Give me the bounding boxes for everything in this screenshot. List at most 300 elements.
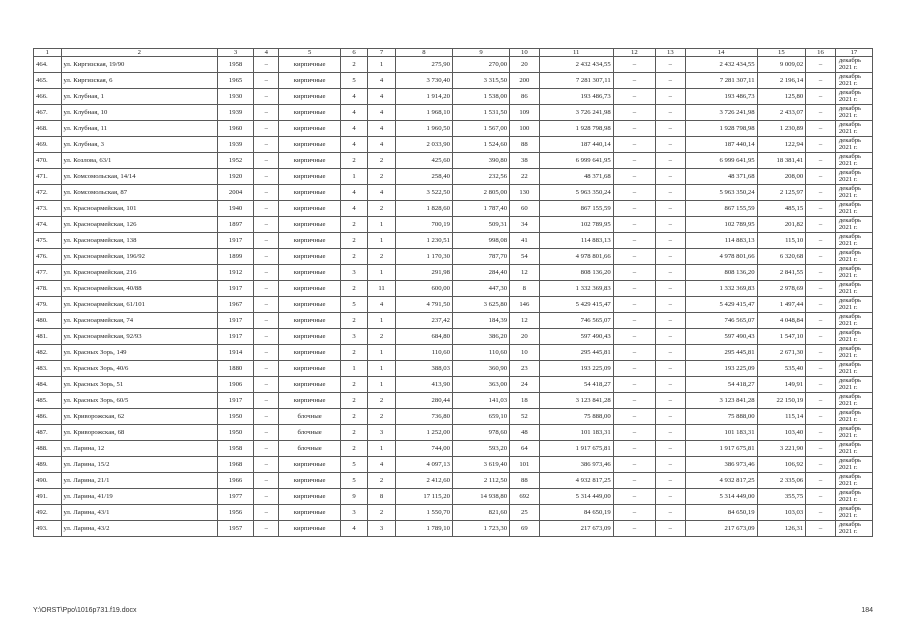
table-cell: 20 [510, 329, 540, 345]
table-cell: – [254, 409, 279, 425]
table-cell: 149,91 [757, 377, 806, 393]
table-cell: 481. [34, 329, 62, 345]
table-cell: 1965 [218, 73, 254, 89]
table-cell: 25 [510, 505, 540, 521]
table-cell: 787,70 [452, 249, 509, 265]
table-cell: 48 371,68 [539, 169, 613, 185]
table-cell: 425,60 [395, 153, 452, 169]
table-cell: – [613, 281, 655, 297]
table-cell: – [254, 233, 279, 249]
table-cell: 482. [34, 345, 62, 361]
table-cell: 5 [340, 473, 368, 489]
table-cell: – [806, 361, 836, 377]
table-cell: 1 [368, 265, 396, 281]
table-cell: 464. [34, 57, 62, 73]
table-cell: декабрь 2021 г. [835, 329, 872, 345]
table-cell: 659,10 [452, 409, 509, 425]
table-cell: 258,40 [395, 169, 452, 185]
table-cell: 1 [368, 441, 396, 457]
table-cell: ул. Ларина, 21/1 [61, 473, 218, 489]
table-cell: кирпичные [279, 297, 340, 313]
table-cell: 2 [368, 409, 396, 425]
table-cell: 491. [34, 489, 62, 505]
table-cell: ул. Красноармейская, 196/92 [61, 249, 218, 265]
table-cell: 3 [340, 505, 368, 521]
table-cell: – [806, 105, 836, 121]
table-row [34, 265, 873, 281]
table-cell: декабрь 2021 г. [835, 281, 872, 297]
table-cell: 1950 [218, 425, 254, 441]
table-cell: 744,00 [395, 441, 452, 457]
table-cell: – [613, 89, 655, 105]
table-row [34, 457, 873, 473]
table-cell: – [613, 121, 655, 137]
table-row [34, 185, 873, 201]
table-cell: – [656, 169, 686, 185]
table-cell: 600,00 [395, 281, 452, 297]
table-cell: 1 917 675,81 [539, 441, 613, 457]
table-row [34, 217, 873, 233]
table-cell: 2 [368, 249, 396, 265]
table-cell: 2 433,07 [757, 105, 806, 121]
table-cell: кирпичные [279, 505, 340, 521]
table-cell: 492. [34, 505, 62, 521]
table-cell: – [613, 457, 655, 473]
table-cell: 3 726 241,98 [685, 105, 757, 121]
table-cell: 4 [368, 297, 396, 313]
table-cell: 3 [368, 425, 396, 441]
table-cell: 4 [340, 89, 368, 105]
table-cell: ул. Ларина, 15/2 [61, 457, 218, 473]
table-cell: 109 [510, 105, 540, 121]
table-cell: 5 429 415,47 [539, 297, 613, 313]
table-cell: – [656, 425, 686, 441]
table-cell: ул. Киргизская, 6 [61, 73, 218, 89]
table-cell: 4 [340, 521, 368, 537]
table-cell: 6 999 641,95 [685, 153, 757, 169]
table-cell: – [254, 473, 279, 489]
table-cell: 101 183,31 [539, 425, 613, 441]
table-cell: 4 [340, 105, 368, 121]
table-cell: 1 723,30 [452, 521, 509, 537]
table-cell: 7 281 307,11 [685, 73, 757, 89]
table-cell: 3 730,40 [395, 73, 452, 89]
table-cell: 1 531,50 [452, 105, 509, 121]
table-cell: – [656, 57, 686, 73]
table-cell: 821,60 [452, 505, 509, 521]
table-cell: – [656, 505, 686, 521]
table-cell: 3 726 241,98 [539, 105, 613, 121]
table-row [34, 169, 873, 185]
table-cell: кирпичные [279, 169, 340, 185]
table-cell: 295 445,81 [539, 345, 613, 361]
table-cell: 1939 [218, 105, 254, 121]
table-cell: 388,03 [395, 361, 452, 377]
table-cell: – [806, 473, 836, 489]
table-cell: – [254, 329, 279, 345]
table-cell: ул. Козлова, 63/1 [61, 153, 218, 169]
table-cell: 1 960,50 [395, 121, 452, 137]
table-cell: – [613, 329, 655, 345]
table-cell: ул. Красных Зорь, 60/5 [61, 393, 218, 409]
table-cell: 2 [340, 153, 368, 169]
table-cell: 466. [34, 89, 62, 105]
table-cell: 484. [34, 377, 62, 393]
table-cell: кирпичные [279, 361, 340, 377]
table-cell: 483. [34, 361, 62, 377]
table-cell: – [613, 361, 655, 377]
table-cell: кирпичные [279, 217, 340, 233]
table-cell: – [613, 425, 655, 441]
table-cell: кирпичные [279, 89, 340, 105]
table-cell: 3 619,40 [452, 457, 509, 473]
table-cell: 1 789,10 [395, 521, 452, 537]
table-cell: 4 [340, 137, 368, 153]
table-cell: 115,14 [757, 409, 806, 425]
table-cell: – [806, 89, 836, 105]
table-cell: 3 123 841,28 [685, 393, 757, 409]
table-cell: 1 [368, 361, 396, 377]
table-cell: 106,92 [757, 457, 806, 473]
table-cell: декабрь 2021 г. [835, 473, 872, 489]
table-cell: 4 [368, 137, 396, 153]
table-cell: 184,39 [452, 313, 509, 329]
column-number: 16 [806, 49, 836, 57]
table-cell: 1 [340, 361, 368, 377]
table-cell: 5 963 350,24 [539, 185, 613, 201]
table-row [34, 377, 873, 393]
table-cell: декабрь 2021 г. [835, 505, 872, 521]
table-cell: 22 [510, 169, 540, 185]
table-cell: кирпичные [279, 73, 340, 89]
table-cell: 4 048,84 [757, 313, 806, 329]
table-cell: декабрь 2021 г. [835, 137, 872, 153]
table-cell: кирпичные [279, 233, 340, 249]
table-cell: – [254, 121, 279, 137]
table-cell: 54 418,27 [539, 377, 613, 393]
table-cell: 2 335,06 [757, 473, 806, 489]
table-cell: декабрь 2021 г. [835, 345, 872, 361]
table-cell: ул. Криворожская, 68 [61, 425, 218, 441]
table-cell: декабрь 2021 г. [835, 441, 872, 457]
table-cell: ул. Красноармейская, 138 [61, 233, 218, 249]
table-cell: 4 [340, 201, 368, 217]
table-cell: 488. [34, 441, 62, 457]
table-cell: 700,19 [395, 217, 452, 233]
table-cell: – [613, 473, 655, 489]
table-cell: 1 914,20 [395, 89, 452, 105]
table-cell: – [613, 297, 655, 313]
table-cell: 84 650,19 [685, 505, 757, 521]
table-cell: 692 [510, 489, 540, 505]
table-cell: блочные [279, 441, 340, 457]
table-cell: 1957 [218, 521, 254, 537]
table-cell: 125,80 [757, 89, 806, 105]
table-cell: 75 888,00 [539, 409, 613, 425]
table-cell: 1906 [218, 377, 254, 393]
table-cell: 2 [368, 153, 396, 169]
table-cell: 193 225,09 [685, 361, 757, 377]
table-cell: 1 252,00 [395, 425, 452, 441]
table-cell: 2 [340, 377, 368, 393]
table-row [34, 521, 873, 537]
table-cell: 746 565,07 [539, 313, 613, 329]
table-cell: – [806, 441, 836, 457]
table-row [34, 441, 873, 457]
table-cell: 88 [510, 473, 540, 489]
table-cell: 193 225,09 [539, 361, 613, 377]
table-cell: 2 [368, 473, 396, 489]
table-cell: 4 [368, 105, 396, 121]
table-cell: 1899 [218, 249, 254, 265]
table-cell: декабрь 2021 г. [835, 393, 872, 409]
table-cell: – [254, 137, 279, 153]
table-cell: – [254, 361, 279, 377]
table-cell: 1966 [218, 473, 254, 489]
table-cell: 1920 [218, 169, 254, 185]
table-row [34, 505, 873, 521]
table-cell: 10 [510, 345, 540, 361]
table-row [34, 425, 873, 441]
table-cell: – [254, 153, 279, 169]
table-cell: ул. Красных Зорь, 40/6 [61, 361, 218, 377]
table-cell: декабрь 2021 г. [835, 233, 872, 249]
column-number-row [34, 49, 873, 57]
table-cell: 467. [34, 105, 62, 121]
table-cell: 867 155,59 [685, 201, 757, 217]
table-cell: ул. Красноармейская, 74 [61, 313, 218, 329]
table-cell: 4 932 817,25 [539, 473, 613, 489]
table-cell: 102 789,95 [539, 217, 613, 233]
table-cell: – [613, 409, 655, 425]
table-cell: 17 115,20 [395, 489, 452, 505]
table-cell: 1968 [218, 457, 254, 473]
table-cell: кирпичные [279, 105, 340, 121]
table-row [34, 297, 873, 313]
table-cell: 474. [34, 217, 62, 233]
table-cell: 2 125,97 [757, 185, 806, 201]
table-cell: 1 928 798,98 [539, 121, 613, 137]
table-cell: декабрь 2021 г. [835, 153, 872, 169]
table-cell: – [254, 457, 279, 473]
table-cell: 465. [34, 73, 62, 89]
table-cell: 2 [340, 233, 368, 249]
table-cell: 3 [340, 329, 368, 345]
table-cell: 237,42 [395, 313, 452, 329]
table-cell: ул. Ларина, 12 [61, 441, 218, 457]
table-cell: – [656, 105, 686, 121]
table-cell: 217 673,09 [539, 521, 613, 537]
table-cell: – [806, 265, 836, 281]
table-cell: – [806, 217, 836, 233]
table-cell: 2 112,50 [452, 473, 509, 489]
column-number: 17 [835, 49, 872, 57]
table-cell: 2 [368, 329, 396, 345]
table-cell: 284,40 [452, 265, 509, 281]
table-cell: – [613, 345, 655, 361]
table-cell: 280,44 [395, 393, 452, 409]
table-cell: 2 432 434,55 [539, 57, 613, 73]
table-cell: – [254, 249, 279, 265]
table-cell: 18 [510, 393, 540, 409]
table-cell: 103,03 [757, 505, 806, 521]
table-cell: 2 196,14 [757, 73, 806, 89]
table-cell: 2 432 434,55 [685, 57, 757, 73]
table-cell: – [254, 105, 279, 121]
table-cell: – [613, 73, 655, 89]
table-cell: – [656, 201, 686, 217]
table-cell: – [254, 441, 279, 457]
table-cell: 2 [340, 393, 368, 409]
column-number: 10 [510, 49, 540, 57]
table-row [34, 345, 873, 361]
table-cell: 75 888,00 [685, 409, 757, 425]
table-cell: 1 787,40 [452, 201, 509, 217]
table-cell: – [806, 153, 836, 169]
column-number: 14 [685, 49, 757, 57]
table-cell: 2 [340, 281, 368, 297]
table-cell: 3 [340, 265, 368, 281]
table-cell: 1960 [218, 121, 254, 137]
table-cell: 1 230,51 [395, 233, 452, 249]
table-cell: ул. Клубная, 10 [61, 105, 218, 121]
table-cell: 5 [340, 457, 368, 473]
table-cell: – [806, 313, 836, 329]
table-cell: – [656, 393, 686, 409]
table-cell: 122,94 [757, 137, 806, 153]
table-cell: 2 [368, 201, 396, 217]
table-row [34, 473, 873, 489]
table-cell: 1 230,89 [757, 121, 806, 137]
table-cell: 295 445,81 [685, 345, 757, 361]
table-cell: ул. Красных Зорь, 149 [61, 345, 218, 361]
table-row [34, 121, 873, 137]
table-cell: – [613, 185, 655, 201]
table-cell: 54 [510, 249, 540, 265]
table-cell: 3 625,80 [452, 297, 509, 313]
table-cell: 3 522,50 [395, 185, 452, 201]
table-cell: – [806, 393, 836, 409]
table-cell: 4 978 801,66 [539, 249, 613, 265]
table-cell: – [254, 377, 279, 393]
column-number: 13 [656, 49, 686, 57]
table-cell: ул. Ларина, 41/19 [61, 489, 218, 505]
table-cell: кирпичные [279, 153, 340, 169]
table-cell: – [656, 185, 686, 201]
column-number: 12 [613, 49, 655, 57]
table-cell: 473. [34, 201, 62, 217]
table-cell: 1 [368, 217, 396, 233]
table-cell: 2 [340, 313, 368, 329]
table-cell: 1 968,10 [395, 105, 452, 121]
table-cell: ул. Ларина, 43/1 [61, 505, 218, 521]
table-cell: 1 497,44 [757, 297, 806, 313]
table-cell: 232,56 [452, 169, 509, 185]
table-cell: 3 221,90 [757, 441, 806, 457]
table-cell: декабрь 2021 г. [835, 265, 872, 281]
table-cell: – [656, 329, 686, 345]
table-cell: декабрь 2021 г. [835, 377, 872, 393]
table-cell: 193 486,73 [539, 89, 613, 105]
table-cell: 208,00 [757, 169, 806, 185]
table-cell: – [613, 217, 655, 233]
table-cell: – [806, 169, 836, 185]
table-cell: 8 [510, 281, 540, 297]
table-cell: – [806, 521, 836, 537]
table-cell: 2004 [218, 185, 254, 201]
table-cell: ул. Красноармейская, 216 [61, 265, 218, 281]
table-cell: кирпичные [279, 281, 340, 297]
table-cell: 480. [34, 313, 62, 329]
table-cell: 1958 [218, 57, 254, 73]
table-cell: – [656, 233, 686, 249]
table-cell: 291,98 [395, 265, 452, 281]
table-row [34, 137, 873, 153]
table-row [34, 313, 873, 329]
table-cell: 390,80 [452, 153, 509, 169]
table-cell: 998,08 [452, 233, 509, 249]
table-cell: 5 [340, 73, 368, 89]
table-cell: – [656, 89, 686, 105]
table-cell: 1 [368, 233, 396, 249]
table-cell: декабрь 2021 г. [835, 457, 872, 473]
table-cell: – [806, 281, 836, 297]
table-cell: 477. [34, 265, 62, 281]
table-cell: – [254, 201, 279, 217]
table-cell: 5 314 449,00 [685, 489, 757, 505]
table-cell: кирпичные [279, 377, 340, 393]
column-number: 4 [254, 49, 279, 57]
table-cell: 1917 [218, 393, 254, 409]
table-cell: 1 332 369,83 [685, 281, 757, 297]
table-cell: 447,30 [452, 281, 509, 297]
table-cell: 4 [368, 121, 396, 137]
table-cell: 486. [34, 409, 62, 425]
table-cell: – [254, 265, 279, 281]
table-cell: 476. [34, 249, 62, 265]
table-cell: 746 565,07 [685, 313, 757, 329]
table-cell: кирпичные [279, 313, 340, 329]
table-cell: кирпичные [279, 345, 340, 361]
table-cell: 2 033,90 [395, 137, 452, 153]
table-cell: – [656, 297, 686, 313]
table-cell: 490. [34, 473, 62, 489]
table-cell: 9 009,02 [757, 57, 806, 73]
table-cell: 110,60 [452, 345, 509, 361]
table-cell: – [613, 313, 655, 329]
table-cell: – [806, 137, 836, 153]
table-cell: – [806, 377, 836, 393]
table-cell: 126,31 [757, 521, 806, 537]
table-cell: – [613, 153, 655, 169]
table-cell: 1 524,60 [452, 137, 509, 153]
table-cell: декабрь 2021 г. [835, 313, 872, 329]
table-cell: 4 [368, 73, 396, 89]
table-cell: декабрь 2021 г. [835, 361, 872, 377]
column-number: 5 [279, 49, 340, 57]
table-cell: 6 999 641,95 [539, 153, 613, 169]
table-cell: – [806, 409, 836, 425]
table-cell: 64 [510, 441, 540, 457]
table-cell: декабрь 2021 г. [835, 425, 872, 441]
table-cell: кирпичные [279, 121, 340, 137]
table-cell: 5 [340, 297, 368, 313]
table-cell: 101 183,31 [685, 425, 757, 441]
table-cell: кирпичные [279, 201, 340, 217]
table-cell: 867 155,59 [539, 201, 613, 217]
table-cell: – [806, 201, 836, 217]
table-cell: – [656, 441, 686, 457]
